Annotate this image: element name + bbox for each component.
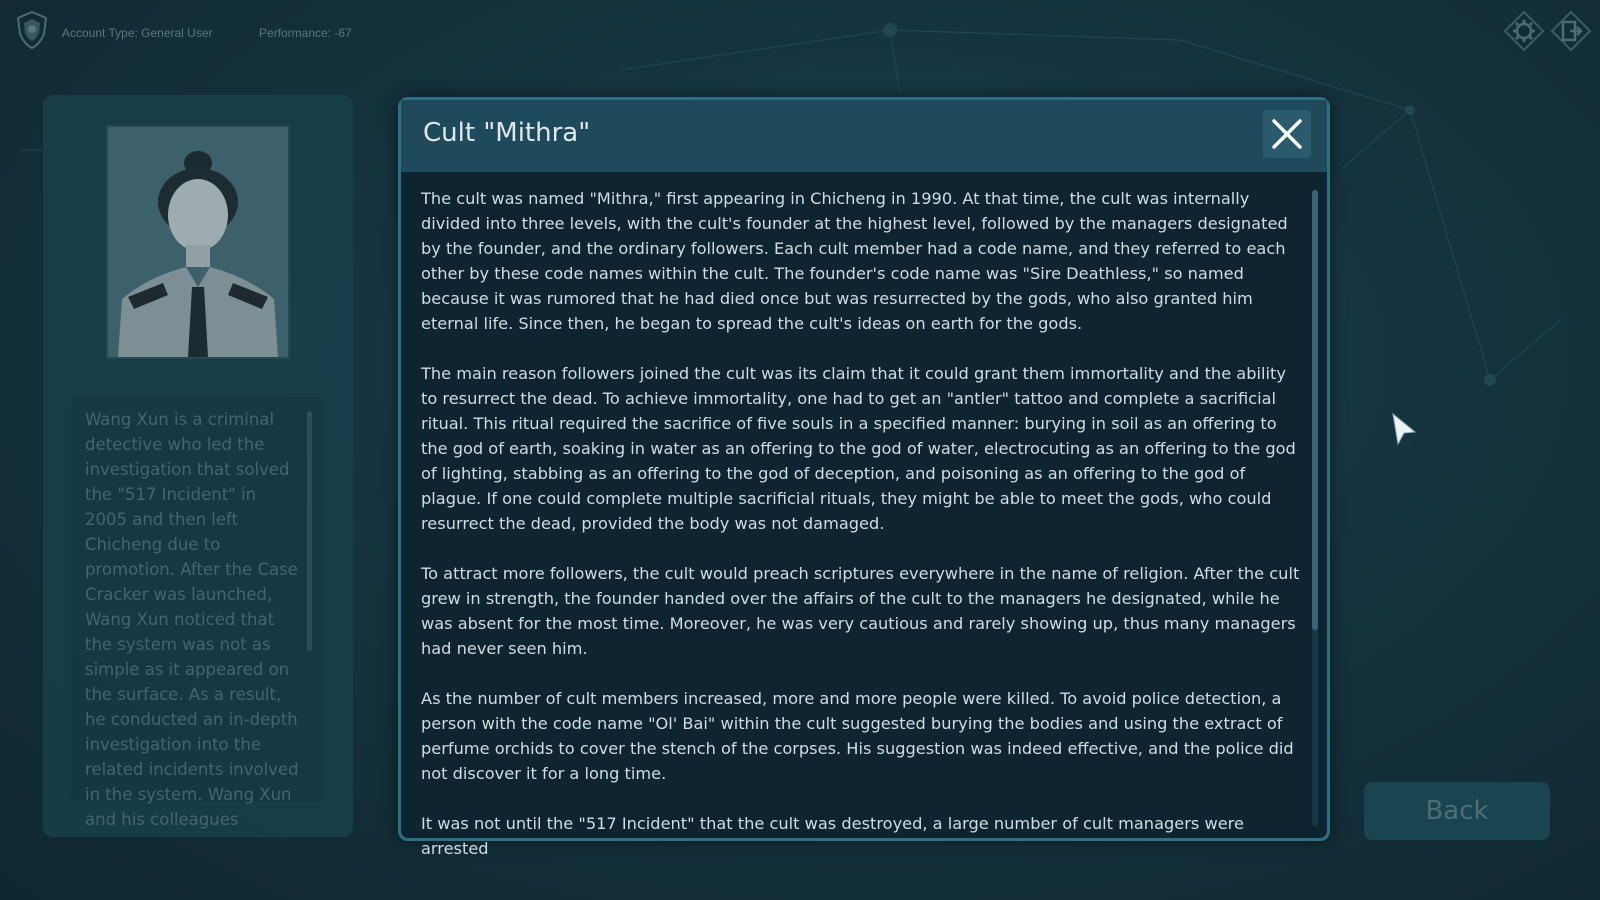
performance-label: Performance: -67 <box>259 26 352 40</box>
account-type-label: Account Type: General User <box>62 26 213 40</box>
dialog-paragraph: As the number of cult members increased, more and more people were killed. To avoid police detection, a person with the code name "Ol' Bai" within the cult suggested burying the bodies and using the extract of perfume orchids to cover the stench of the corpses. His suggestion was indeed effective, and the police did not discover it for a long time. <box>421 689 1294 783</box>
character-portrait <box>106 125 290 359</box>
dialog-paragraph: The main reason followers joined the cult was its claim that it could grant them immortality and the ability to resurrect the dead. To achieve immortality, one had to get an "antler" tattoo and complete a sacrificial ritual. This ritual required the sacrifice of five souls in a specified manner: burying in soil as an offering to the god of earth, soaking in water as an offering to the god of water, electrocuting as an offering to the god of lighting, stabbing as an offering to the god of deception, and poisoning as an offering to the god of plague. If one could complete multiple sacrificial rituals, they might be able to meet the gods, who could resurrect the dead, provided the body was not damaged. <box>421 364 1296 533</box>
dialog-scrollbar-thumb[interactable] <box>1312 190 1318 630</box>
character-bio-box[interactable] <box>71 397 323 829</box>
gear-icon[interactable] <box>1503 10 1545 52</box>
cult-info-dialog <box>398 97 1330 858</box>
portrait-image <box>108 127 288 357</box>
dialog-paragraph: The cult was named "Mithra," first appearing in Chicheng in 1990. At that time, the cult was internally divided into three levels, with the cult's founder at the highest level, followed by the managers designated by the founder, and the ordinary followers. Each cult member had a code name, and they referred to each other by these code names within the cult. The founder's code name was "Sire Deathless," so named because it was rumored that he had died once but was resurrected by the gods, who also granted him eternal life. Since then, he began to spread the cult's ideas on earth for the gods. <box>421 189 1288 333</box>
dialog-title: Cult "Mithra" <box>423 118 591 148</box>
character-panel <box>43 95 353 837</box>
dialog-header <box>401 100 1327 172</box>
exit-door-icon[interactable] <box>1550 10 1592 52</box>
police-badge-icon <box>14 10 50 50</box>
bio-scrollbar[interactable] <box>307 411 312 651</box>
dialog-paragraph: It was not until the "517 Incident" that the cult was destroyed, a large number of cult managers were arrested <box>421 814 1244 858</box>
mouse-cursor-icon <box>1390 412 1418 446</box>
back-button[interactable]: Back <box>1364 782 1550 840</box>
top-bar <box>0 0 1600 66</box>
dialog-body[interactable] <box>421 186 1301 858</box>
character-bio-text: Wang Xun is a criminal detective who led the investigation that solved the "517 Incident" in 2005 and then left Chicheng due to promotion. After the Case Cracker was launched, Wang Xun noticed that the system was not as simple as it appeared on the surface. As a result, he conducted an in-depth investigation into the related incidents involved in the system. Wang Xun and his colleagues <box>85 410 299 829</box>
close-button[interactable] <box>1263 110 1311 158</box>
dialog-paragraph: To attract more followers, the cult would preach scriptures everywhere in the name of religion. After the cult grew in strength, the founder handed over the affairs of the cult to the managers he designated, while he was absent for the most time. Moreover, he was very cautious and rarely showing up, thus many managers had never seen him. <box>421 564 1300 658</box>
close-icon <box>1270 117 1304 151</box>
